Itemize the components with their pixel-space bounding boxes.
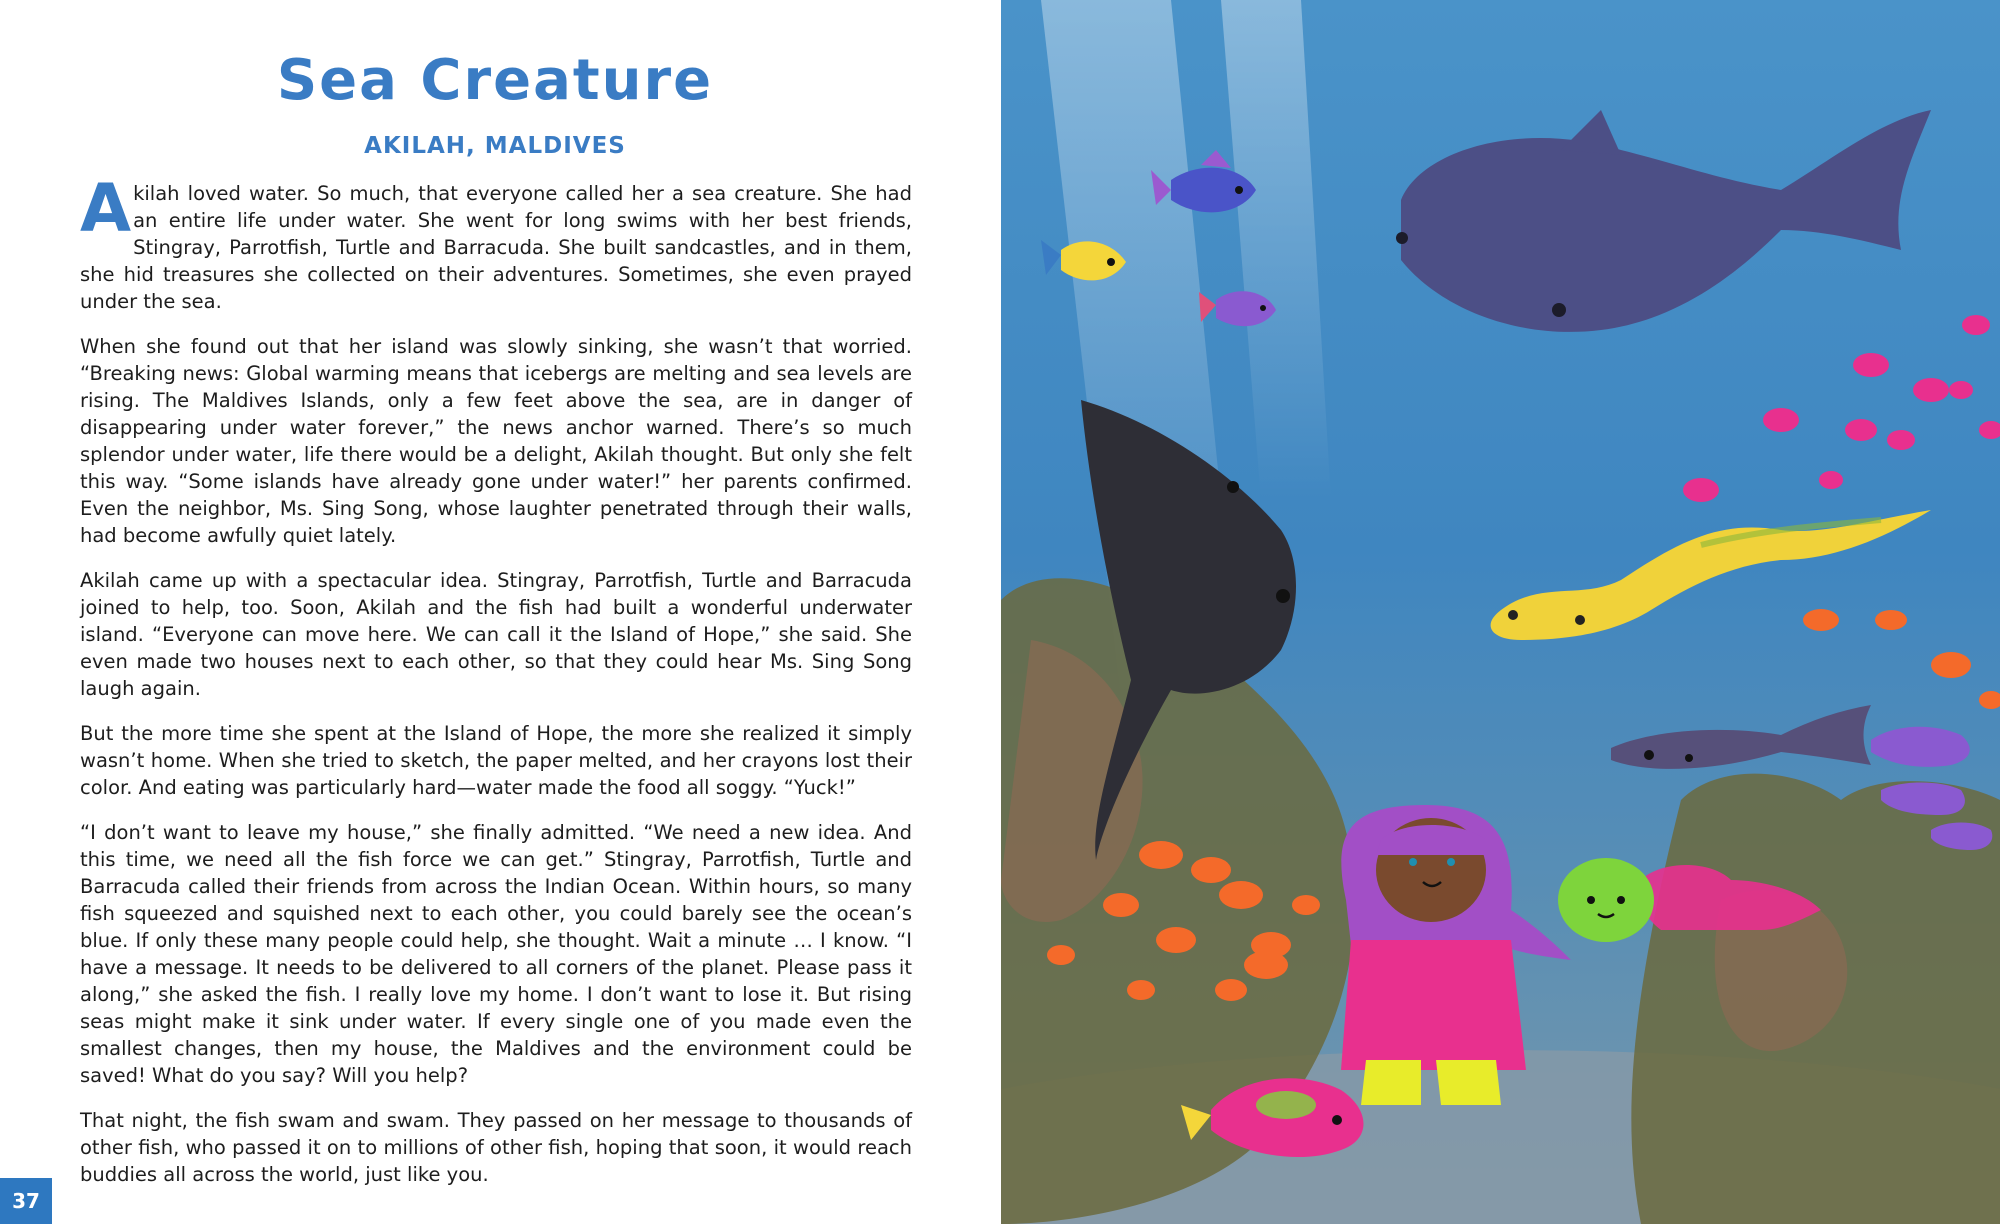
story-subtitle: AKILAH, MALDIVES [364,133,626,159]
paragraph-6: That night, the fish swam and swam. They passed on her message to thousands of other fish, who passed it on to millions of other fish, hoping that soon, it would reach buddies all across the world, just like you. [80,1109,912,1186]
drop-cap: A [80,170,132,247]
underwater-illustration [1001,0,2000,1224]
paragraph-2: When she found out that her island was slowly sinking, she wasn’t that worried. “Breaking news: Global warming means that icebergs are melting and sea levels are rising. The Maldives Islands, only a few feet above the sea, are in danger of disappearing under water forever,” the news anchor warned. There’s so much splendor under water, life there would be a delight, Akilah thought. But only she felt this way. “Some islands have already gone under water!” her parents confirmed. Even the neighbor, Ms. Sing Song, whose laughter penetrated through their walls, had become awfully quiet lately. [80,335,912,547]
paragraph-5: “I don’t want to leave my house,” she finally admitted. “We need a new idea. And this time, we need all the fish force we can get.” Stingray, Parrotfish, Turtle and Barracuda called their friends from across the Indian Ocean. Within hours, so many fish squeezed and squished next to each other, you could barely see the ocean’s blue. If only these many people could help, she thought. Wait a minute … I know. “I have a message. It needs to be delivered to all corners of the planet. Please pass it along,” she asked the fish. I really love my home. I don’t want to lose it. But rising seas might make it sink under water. If every single one of you made even the smallest changes, then my house, the Maldives and the environment could be saved! What do you say? Will you help? [80,821,912,1087]
paragraph-1 [80,170,912,315]
paragraph-1-text: kilah loved water. So much, that everyone called her a sea creature. She had an entire life under water. She went for long swims with her best friends, Stingray, Parrotfish, Turtle and Barracuda. She built sandcastles, and in them, she hid treasures she collected on their adventures. Sometimes, she even prayed under the sea. [80,182,912,313]
story-title: Sea Creature [276,48,714,113]
story-body [80,170,912,1206]
paragraph-4: But the more time she spent at the Island of Hope, the more she realized it simply wasn’t home. When she tried to sketch, the paper melted, and her crayons lost their color. And eating was particularly hard—water made the food all soggy. “Yuck!” [80,722,912,799]
page-number: 37 [0,1178,52,1224]
illustration-svg [1001,0,2000,1224]
paragraph-3: Akilah came up with a spectacular idea. Stingray, Parrotfish, Turtle and Barracuda joined to help, too. Soon, Akilah and the fish had built a wonderful underwater island. “Everyone can move here. We can call it the Island of Hope,” she said. She even made two houses next to each other, so that they could hear Ms. Sing Song laugh again. [80,569,912,700]
